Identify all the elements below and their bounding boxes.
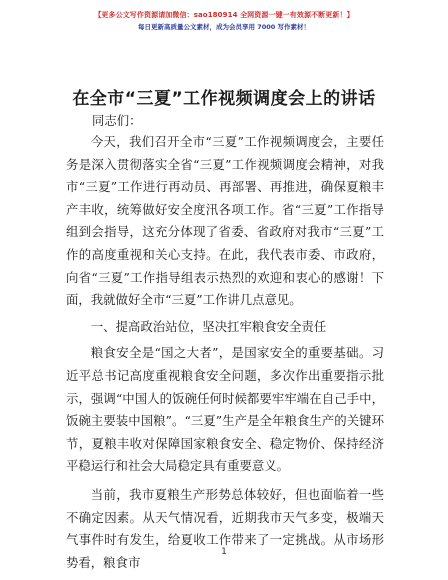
salutation: 同志们：	[92, 113, 142, 128]
page-number: 1	[221, 547, 227, 557]
paragraph-grain-security: 粮食安全是“国之大者”，是国家安全的重要基础。习近平总书记高度重视粮食安全问题，多次作出重要指示批示，强调“中国人的饭碗任何时候都要牢牢端在自己手中，饭碗主要装中国粮”。“三夏”生产是全年粮食生产的关键环节，夏粮丰收对保障国家粮食安全、稳定物价、保持经济平稳运行和社会大局稳定具有重要意义。	[66, 345, 384, 474]
body-block	[66, 131, 384, 574]
document-title: 在全市“三夏”工作视频调度会上的讲话	[72, 89, 376, 109]
paragraph-opening: 今天，我们召开全市“三夏”工作视频调度会，主要任务是深入贯彻落实全省“三夏”工作视频调度会精神，对我市“三夏”工作进行再动员、再部署、再推进，确保夏粮丰产丰收，统筹做好安全度汛各项工作。省“三夏”工作指导组到会指导，这充分体现了省委、省政府对我市“三夏”工作的高度重视和关心支持。在此，我代表市委、市政府，向省“三夏”工作指导组表示热烈的欢迎和衷心的感谢！下面，我就做好全市“三夏”工作讲几点意见。	[66, 134, 384, 308]
header-banner-line1: 【更多公文写作资源请加微信：sao180914 全网资源一键一有效源不断更新！】	[94, 11, 354, 19]
section-heading-1: 一、提高政治站位，坚决扛牢粮食安全责任	[90, 318, 327, 334]
header-banner-line2: 每日更新高质量公文素材，成为会员享用 7000 写作素材！	[137, 23, 311, 31]
paragraph-current-situation: 当前，我市夏粮生产形势总体较好，但也面临着一些不确定因素。从天气情况看，近期我市天气多变，极端天气事件时有发生，给夏收工作带来了一定挑战。从市场形势看，粮食市	[66, 486, 384, 570]
